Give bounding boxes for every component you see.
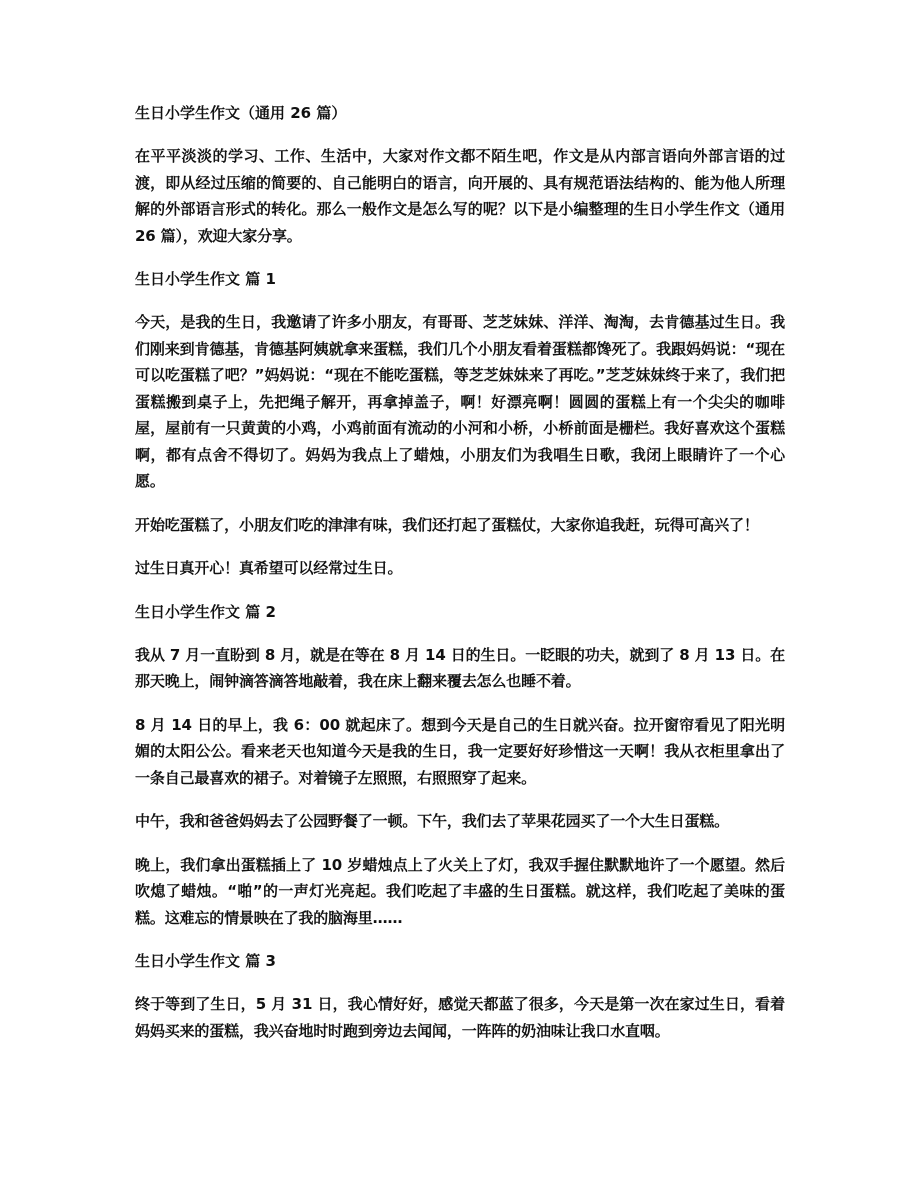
document-page [135,100,785,1061]
section-2-paragraph-3: 中午，我和爸爸妈妈去了公园野餐了一顿。下午，我们去了苹果花园买了一个大生日蛋糕。 [135,812,730,830]
section-1-paragraph-3: 过生日真开心！真希望可以经常过生日。 [135,559,403,577]
section-heading-3: 生日小学生作文 篇 3 [135,952,276,970]
section-1-paragraph-2: 开始吃蛋糕了，小朋友们吃的津津有味，我们还打起了蛋糕仗，大家你追我赶，玩得可高兴了！ [135,515,759,534]
section-3-paragraph-1: 终于等到了生日，5 月 31 日，我心情好好，感觉天都蓝了很多，今天是第一次在家过生日，看着妈妈买来的蛋糕，我兴奋地时时跑到旁边去闻闻，一阵阵的奶油味让我口水直咽。 [135,995,785,1040]
intro-paragraph: 在平平淡淡的学习、工作、生活中，大家对作文都不陌生吧，作文是从内部言语向外部言语的过渡，即从经过压缩的简要的、自己能明白的语言，向开展的、具有规范语法结构的、能为他人所理解的外部语言形式的转化。那么一般作文是怎么写的呢？以下是小编整理的生日小学生作文（通用 26 篇），欢迎大家分享。 [135,147,785,245]
section-2-paragraph-2: 8 月 14 日的早上，我 6：00 就起床了。想到今天是自己的生日就兴奋。拉开窗帘看见了阳光明媚的太阳公公。看来老天也知道今天是我的生日，我一定要好好珍惜这一天啊！我从衣柜里拿出了一条自己最喜欢的裙子。对着镜子左照照，右照照穿了起来。 [135,715,785,787]
section-2-paragraph-1: 我从 7 月一直盼到 8 月，就是在等在 8 月 14 日的生日。一眨眼的功夫，就到了 8 月 13 日。在那天晚上，闹钟滴答滴答地敲着，我在床上翻来覆去怎么也睡不着。 [135,645,785,690]
section-2-paragraph-4: 晚上，我们拿出蛋糕插上了 10 岁蜡烛点上了火关上了灯，我双手握住默默地许了一个愿望。然后吹熄了蜡烛。“啪”的一声灯光亮起。我们吃起了丰盛的生日蛋糕。就这样，我们吃起了美味的蛋糕。这难忘的情景映在了我的脑海里…… [135,855,785,927]
document-title: 生日小学生作文（通用 26 篇） [135,104,347,122]
section-1-paragraph-1: 今天，是我的生日，我邀请了许多小朋友，有哥哥、芝芝妹妹、洋洋、淘淘，去肯德基过生日。我们刚来到肯德基，肯德基阿姨就拿来蛋糕，我们几个小朋友看着蛋糕都馋死了。我跟妈妈说：“现在可以吃蛋糕了吧？”妈妈说：“现在不能吃蛋糕，等芝芝妹妹来了再吃。”芝芝妹妹终于来了，我们把蛋糕搬到桌子上，先把绳子解开，再拿掉盖子，啊！好漂亮啊！圆圆的蛋糕上有一个尖尖的咖啡屋，屋前有一只黄黄的小鸡，小鸡前面有流动的小河和小桥，小桥前面是栅栏。我好喜欢这个蛋糕啊，都有点舍不得切了。妈妈为我点上了蜡烛，小朋友们为我唱生日歌，我闭上眼睛许了一个心愿。 [135,313,785,490]
section-heading-2: 生日小学生作文 篇 2 [135,602,276,621]
section-heading-1: 生日小学生作文 篇 1 [135,270,276,288]
